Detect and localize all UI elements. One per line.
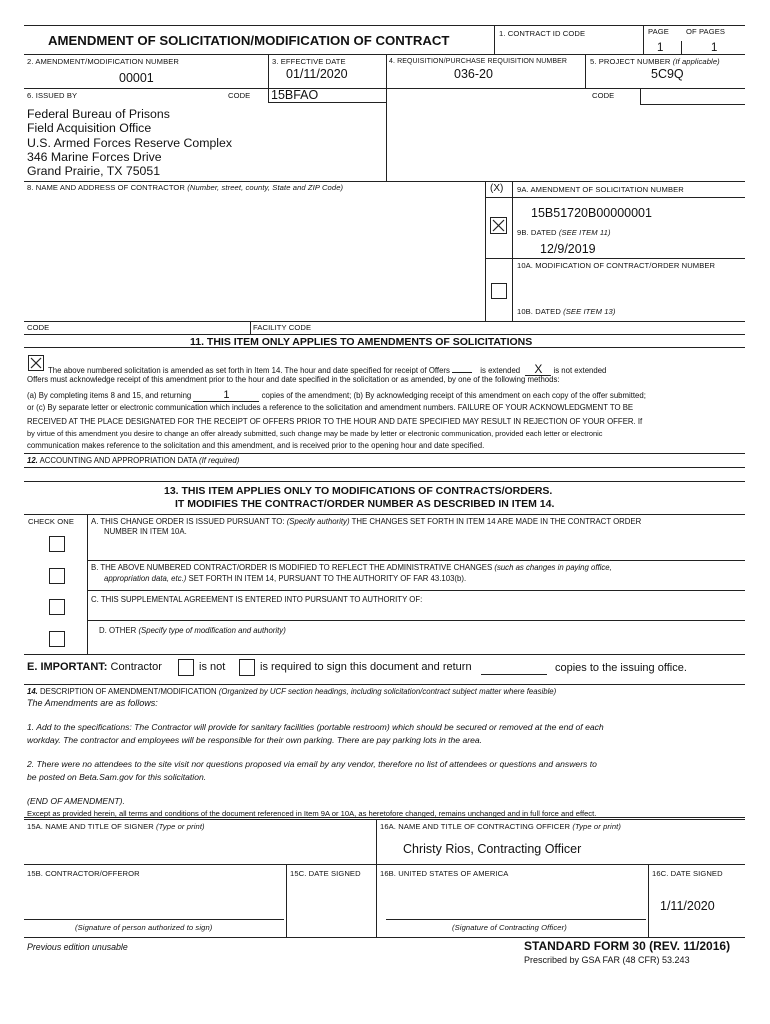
officer-name-label-text: 16A. NAME AND TITLE OF CONTRACTING OFFICER: [380, 822, 571, 831]
important-contractor: Contractor: [110, 661, 162, 673]
item-9b-label: [517, 229, 611, 237]
amendment-number-value: 00001: [119, 71, 154, 85]
not-extended-mark: X: [525, 363, 551, 376]
item-13b-appropriation: appropriation data, etc.): [104, 574, 187, 583]
previous-edition-note: Previous edition unusable: [27, 942, 128, 952]
item-13d-text: D. OTHER: [99, 626, 137, 635]
contractor-offeror-label: 15B. CONTRACTOR/OFFEROR: [27, 869, 140, 878]
project-number-label: [590, 58, 720, 66]
contractor-label-text: 8. NAME AND ADDRESS OF CONTRACTOR: [27, 183, 186, 192]
officer-date-signed-value: 1/11/2020: [660, 899, 715, 913]
item-14-label-suffix: (Organized by UCF section headings, including solicitation/contract subject matter where feasible): [218, 687, 557, 696]
item-14-para1-line1: 1. Add to the specifications: The Contractor will provide for sanitary facilities (portable restroom) which should be secured or removed at the end of each: [27, 722, 604, 732]
item-13a-line1: [91, 518, 641, 526]
item-13c-line: C. THIS SUPPLEMENTAL AGREEMENT IS ENTERED INTO PURSUANT TO AUTHORITY OF:: [91, 595, 423, 604]
item-14-except: Except as provided herein, all terms and conditions of the document referenced in Item 9A or 10A, as heretofore changed, remains unchanged and in full force and effect.: [27, 809, 597, 818]
item-14-number: 14.: [27, 687, 38, 696]
effective-date-label: 3. EFFECTIVE DATE: [272, 57, 346, 66]
important-is-not-checkbox[interactable]: [178, 659, 194, 676]
item-14-label-text: DESCRIPTION OF AMENDMENT/MODIFICATION: [40, 687, 217, 696]
signer-name-label-suffix: (Type or print): [156, 822, 205, 831]
contractor-label-suffix: (Number, street, county, State and ZIP Code): [187, 183, 344, 192]
item-12-label-text: ACCOUNTING AND APPROPRIATION DATA: [39, 456, 197, 465]
important-copies: copies to the issuing office.: [555, 662, 687, 674]
item-13b-text: B. THE ABOVE NUMBERED CONTRACT/ORDER IS MODIFIED TO REFLECT THE ADMINISTRATIVE CHANGES: [91, 563, 493, 572]
check-x-icon: [491, 218, 506, 233]
important-is-required-checkbox[interactable]: [239, 659, 255, 676]
important-label: E. IMPORTANT:: [27, 661, 108, 673]
item-13-title-line2: IT MODIFIES THE CONTRACT/ORDER NUMBER AS DESCRIBED IN ITEM 14.: [175, 498, 555, 510]
item-14-end: (END OF AMENDMENT).: [27, 796, 125, 806]
item-14-para1-line2: workday. The contractor and employees will be responsible for their own parking. There are pay parking lots in the area.: [27, 735, 483, 745]
item-12-number: 12.: [27, 456, 38, 465]
check-x-icon: [29, 356, 43, 370]
project-number-label-text: 5. PROJECT NUMBER: [590, 57, 671, 66]
officer-signature-caption: (Signature of Contracting Officer): [452, 923, 567, 932]
contractor-date-signed-label: 15C. DATE SIGNED: [290, 869, 361, 878]
item-13d-checkbox[interactable]: [49, 631, 65, 647]
item-11-line2: Offers must acknowledge receipt of this amendment prior to the hour and date specified in the solicitation or as amended, by one of the following methods:: [27, 375, 560, 384]
item-9a-value: 15B51720B00000001: [531, 206, 652, 220]
important-is-required: is required to sign this document and return: [260, 661, 472, 673]
item-9a-checkbox[interactable]: [490, 217, 507, 234]
item-11-line3-a: (a) By completing items 8 and 15, and returning: [27, 391, 192, 400]
check-one-label: CHECK ONE: [28, 517, 75, 526]
item-13b-line2: [104, 575, 466, 583]
item-13c-checkbox[interactable]: [49, 599, 65, 615]
issued-by-label: 6. ISSUED BY: [27, 91, 78, 100]
officer-name-value: Christy Rios, Contracting Officer: [403, 842, 582, 856]
item-11-line4: or (c) By separate letter or electronic communication which includes a reference to the solicitation and amendment numbers. FAILURE OF YOUR ACKNOWLEDGMENT TO BE: [27, 403, 634, 412]
contractor-signature-caption: (Signature of person authorized to sign): [75, 923, 213, 932]
item-12-label: [27, 457, 239, 465]
item-11-checkbox[interactable]: [28, 355, 44, 371]
standard-form-title: STANDARD FORM 30 (REV. 11/2016): [524, 939, 731, 953]
item-10b-label-text: 10B. DATED: [517, 307, 561, 316]
item-11-line5: RECEIVED AT THE PLACE DESIGNATED FOR THE RECEIPT OF OFFERS PRIOR TO THE HOUR AND DATE SPECIFIED MAY RESULT IN REJECTION OF YOUR OFFER. If: [27, 417, 643, 426]
item-11-title: 11. THIS ITEM ONLY APPLIES TO AMENDMENTS OF SOLICITATIONS: [190, 336, 533, 348]
address-line: Grand Prairie, TX 75051: [27, 164, 161, 179]
contractor-code-label: CODE: [27, 323, 50, 332]
prescribed-by: Prescribed by GSA FAR (48 CFR) 53.243: [524, 955, 690, 965]
requisition-label: 4. REQUISITION/PURCHASE REQUISITION NUMBER: [389, 58, 568, 65]
page-value: 1: [657, 42, 664, 54]
issued-by-code-label: CODE: [228, 91, 251, 100]
item-11-line3-b: copies of the amendment; (b) By acknowledging receipt of this amendment on each copy of the offer submitted;: [261, 391, 646, 400]
item-11-line3: [27, 390, 646, 402]
item-13b-line1: [91, 564, 612, 572]
item-11-line1-text: The above numbered solicitation is amended as set forth in Item 14. The hour and date specified for receipt of Offers: [48, 366, 450, 375]
item-9b-value: 12/9/2019: [540, 242, 596, 256]
item-14-para2-line2: be posted on Beta.Sam.gov for this solicitation.: [27, 772, 207, 782]
form-title: AMENDMENT OF SOLICITATION/MODIFICATION OF CONTRACT: [48, 33, 450, 48]
requisition-value: 036-20: [454, 67, 493, 81]
of-pages-value: 1: [711, 42, 718, 54]
item-9a-label: 9A. AMENDMENT OF SOLICITATION NUMBER: [517, 185, 684, 194]
item-10a-label: 10A. MODIFICATION OF CONTRACT/ORDER NUMBER: [517, 261, 716, 270]
item-10a-checkbox[interactable]: [491, 283, 507, 299]
item-11-line7: communication makes reference to the solicitation and this amendment, and is received prior to the opening hour and date specified.: [27, 441, 485, 450]
amendment-number-label: 2. AMENDMENT/MODIFICATION NUMBER: [27, 57, 179, 66]
address-line: U.S. Armed Forces Reserve Complex: [27, 135, 233, 150]
contractor-label: [27, 184, 343, 192]
item-13-title-line1: 13. THIS ITEM APPLIES ONLY TO MODIFICATIONS OF CONTRACTS/ORDERS.: [164, 485, 553, 497]
x-column-marker: (X): [490, 183, 504, 194]
page-label: PAGE: [648, 27, 669, 36]
effective-date-value: 01/11/2020: [286, 67, 348, 81]
issuer-address: [27, 107, 232, 178]
item-13b-far: SET FORTH IN ITEM 14, PURSUANT TO THE AUTHORITY OF FAR 43.103(b).: [188, 574, 467, 583]
officer-name-label-suffix: (Type or print): [572, 822, 621, 831]
item-13d-paren: (Specify type of modification and authority): [138, 626, 286, 635]
item-14-label: [27, 688, 556, 696]
address-line: 346 Marine Forces Drive: [27, 149, 162, 164]
item-10b-label: [517, 308, 615, 316]
issued-by-code-value: 15BFAO: [271, 88, 319, 102]
facility-code-label: FACILITY CODE: [253, 323, 312, 332]
is-not-extended-text: is not extended: [553, 366, 607, 375]
officer-date-signed-label: 16C. DATE SIGNED: [652, 869, 723, 878]
project-number-label-suffix: (If applicable): [672, 57, 720, 66]
item-13b-paren: (such as changes in paying office,: [494, 563, 612, 572]
item-14-para2-line1: 2. There were no attendees to the site visit nor questions proposed via email by any vendor, therefore no list of attendees or questions and answers to: [27, 759, 597, 769]
copies-count: 1: [193, 390, 259, 402]
item-13a-authority: (Specify authority): [286, 517, 350, 526]
project-number-value: 5C9Q: [651, 67, 684, 81]
item-9b-label-text: 9B. DATED: [517, 228, 557, 237]
is-extended-text: is extended: [480, 366, 521, 375]
signer-name-label-text: 15A. NAME AND TITLE OF SIGNER: [27, 822, 154, 831]
admin-code-label: CODE: [592, 91, 615, 100]
signer-name-label: [27, 823, 205, 831]
item-13a-changes: THE CHANGES SET FORTH IN ITEM 14 ARE MADE IN THE CONTRACT ORDER: [351, 517, 642, 526]
item-13a-text: A. THIS CHANGE ORDER IS ISSUED PURSUANT TO:: [91, 517, 285, 526]
address-line: Field Acquisition Office: [27, 121, 152, 136]
important-is-not: is not: [199, 661, 226, 673]
contract-id-label: 1. CONTRACT ID CODE: [499, 29, 586, 38]
item-10b-label-suffix: (SEE ITEM 13): [563, 307, 616, 316]
address-line: Federal Bureau of Prisons: [27, 107, 170, 121]
item-14-intro: The Amendments are as follows:: [27, 698, 158, 708]
item-13a-checkbox[interactable]: [49, 536, 65, 552]
important-row: [27, 662, 162, 673]
item-13d-line: [99, 627, 286, 635]
united-states-label: 16B. UNITED STATES OF AMERICA: [380, 869, 509, 878]
item-12-label-suffix: (If required): [199, 456, 240, 465]
of-pages-label: OF PAGES: [686, 27, 726, 36]
item-11-line6: by virtue of this amendment you desire to change an offer already submitted, such change may be made by letter or electronic communication, provided each letter or electronic: [27, 429, 603, 438]
item-9b-label-suffix: (SEE ITEM 11): [558, 228, 611, 237]
officer-name-label: [380, 823, 621, 831]
item-13b-checkbox[interactable]: [49, 568, 65, 584]
item-13a-line2: NUMBER IN ITEM 10A.: [104, 527, 187, 536]
